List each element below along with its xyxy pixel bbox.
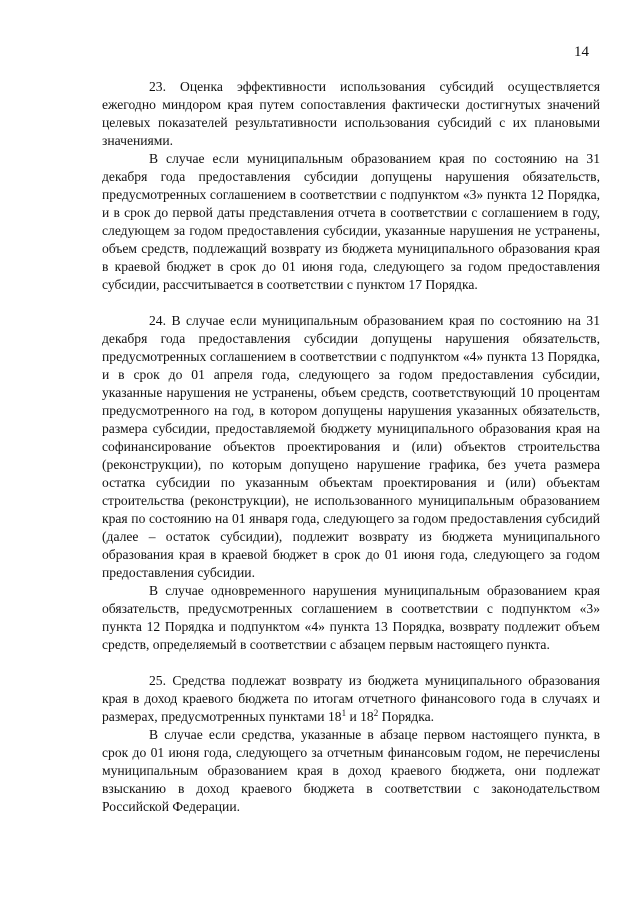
paragraph-text: 25. Средства подлежат возврату из бюджета муниципального образования края в доход краевого бюджета по итогам отчетного финансового года в случаях и размерах, предусмотренных пунктами 18 <box>102 673 600 724</box>
paragraph-25-1 <box>102 672 600 726</box>
page-number: 14 <box>574 44 589 60</box>
section-25 <box>102 672 600 816</box>
paragraph: В случае если средства, указанные в абзаце первом настоящего пункта, в срок до 01 июня года, следующего за отчетным финансовым годом, не перечислены муниципальным образованием края в доход краевого бюджета, они подлежат взысканию в доход краевого бюджета в соответствии с законодательством Российской Федерации. <box>102 727 600 814</box>
body-text <box>102 78 600 816</box>
paragraph: В случае если муниципальным образованием края по состоянию на 31 декабря года предоставления субсидии допущены нарушения обязательств, предусмотренных соглашением в соответствии с подпунктом «3» пункта 12 Порядка, и в срок до первой даты представления отчета в соответствии с соглашением в году, следующем за годом предоставления субсидии, указанные нарушения не устранены, объем средств, подлежащий возврату из бюджета муниципального образования края в краевой бюджет в срок до 01 июня года, следующего за годом предоставления субсидии, рассчитывается в соответствии с пунктом 17 Порядка. <box>102 151 600 292</box>
paragraph: 24. В случае если муниципальным образованием края по состоянию на 31 декабря года предоставления субсидии допущены нарушения обязательств, предусмотренных соглашением в соответствии с подпунктом «4» пункта 13 Порядка, и в срок до 01 апреля года, следующего за годом предоставления субсидии, указанные нарушения не устранены, объем средств, соответствующий 10 процентам предусмотренного на год, в котором допущены нарушения указанных обязательств, размера субсидии, предоставляемой бюджету муниципального образования края на софинансирование объектов проектирования и (или) объектов строительства (реконструкции), по которым допущено нарушение графика, без учета размера остатка субсидии по указанным объектам проектирования и (или) объектам строительства (реконструкции), не использованного муниципальным образованием края по состоянию на 01 января года, следующего за годом предоставления субсидий (далее – остаток субсидии), подлежит возврату из бюджета муниципального образования края в краевой бюджет в срок до 01 июня года, следующего за годом предоставления субсидии. <box>102 313 600 580</box>
paragraph-text: Порядка. <box>378 709 435 724</box>
paragraph-text: и 18 <box>346 709 374 724</box>
paragraph: В случае одновременного нарушения муниципальным образованием края обязательств, предусмотренных соглашением в соответствии с подпунктом «3» пункта 12 Порядка и подпунктом «4» пункта 13 Порядка, возврату подлежит объем средств, определяемый в соответствии с абзацем первым настоящего пункта. <box>102 583 600 652</box>
superscript: 2 <box>373 708 379 718</box>
paragraph: 23. Оценка эффективности использования субсидий осуществляется ежегодно миндором края путем сопоставления фактически достигнутых значений целевых показателей результативности использования субсидий с их плановыми значениями. <box>102 79 600 148</box>
section-23 <box>102 78 600 294</box>
section-24 <box>102 312 600 654</box>
superscript: 1 <box>341 708 347 718</box>
